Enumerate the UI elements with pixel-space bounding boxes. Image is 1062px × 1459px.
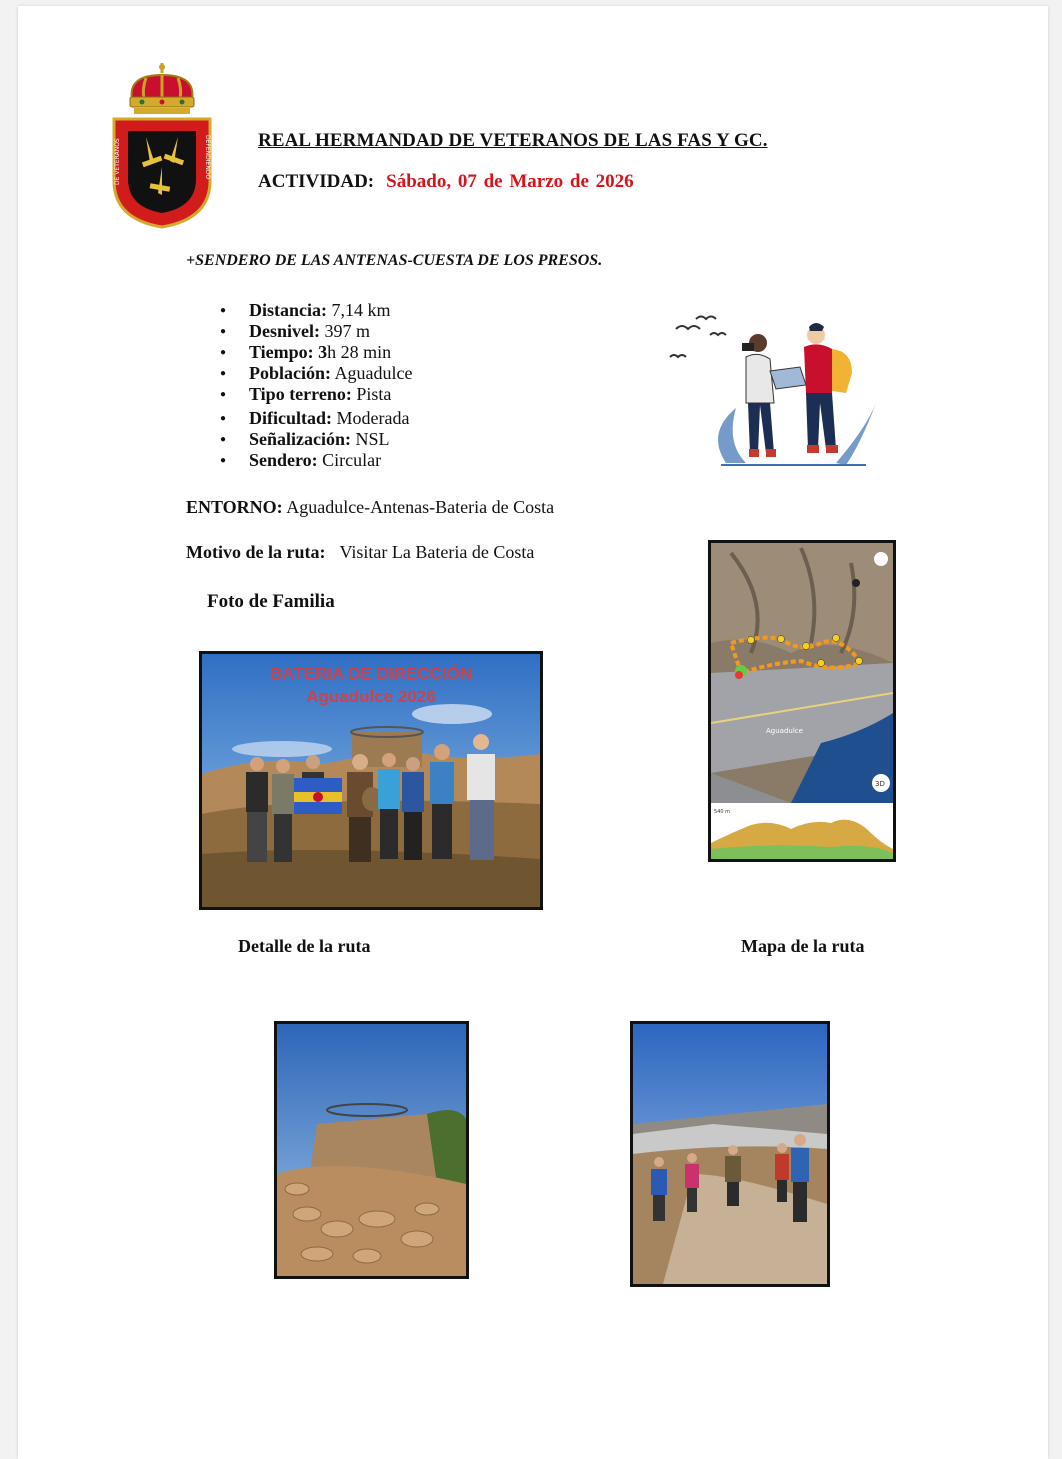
list-item: ● Dificultad: Moderada [220,408,413,429]
activity-line [258,171,634,193]
list-item: ● Señalización: NSL [220,429,413,450]
list-item: ● Tiempo: 3h 28 min [220,342,413,363]
entorno-line: ENTORNO: Aguadulce-Antenas-Bateria de Costa [186,497,555,517]
list-item: ● Distancia: 7,14 km [220,300,413,321]
route-detail-photo [274,1021,469,1279]
list-item: ● Sendero: Circular [220,450,413,471]
birds-icon [670,317,726,358]
list-item: ● Tipo terreno: Pista [220,384,413,405]
route-map-image [708,540,896,862]
list-item: ● Población: Aguadulce [220,363,413,384]
hikers-illustration [666,313,886,478]
svg-text:DE VETERANOS: DE VETERANOS [114,138,121,185]
crown-icon [130,63,194,114]
organization-title: REAL HERMANDAD DE VETERANOS DE LAS FAS Y GC. [258,130,768,151]
coat-of-arms-logo [106,61,218,231]
group-hiking-photo [630,1021,830,1287]
route-title: +SENDERO DE LAS ANTENAS-CUESTA DE LOS PRESOS. [186,252,603,269]
map-caption: Mapa de la ruta [741,936,865,956]
activity-label: ACTIVIDAD: [258,171,375,192]
detail-photo-caption: Detalle de la ruta [238,936,371,956]
route-stats-list [220,300,413,471]
document-page [18,6,1048,1459]
activity-date: Sábado, 07 de Marzo de 2026 [386,171,634,192]
family-photo [199,651,543,910]
family-photo-overlay-title: BATERIA DE DIRECCIÓN Aguadulce 2026 [269,664,473,706]
list-item: ● Desnivel: 397 m [220,321,413,342]
family-photo-caption: Foto de Familia [207,591,335,612]
svg-text:540 m: 540 m [714,809,731,815]
svg-text:DEFENDIENDO: DEFENDIENDO [204,135,211,180]
svg-text:3D: 3D [875,780,885,788]
motivo-line: Motivo de la ruta: Visitar La Bateria de Costa [186,542,535,562]
svg-text:Aguadulce: Aguadulce [766,727,803,735]
